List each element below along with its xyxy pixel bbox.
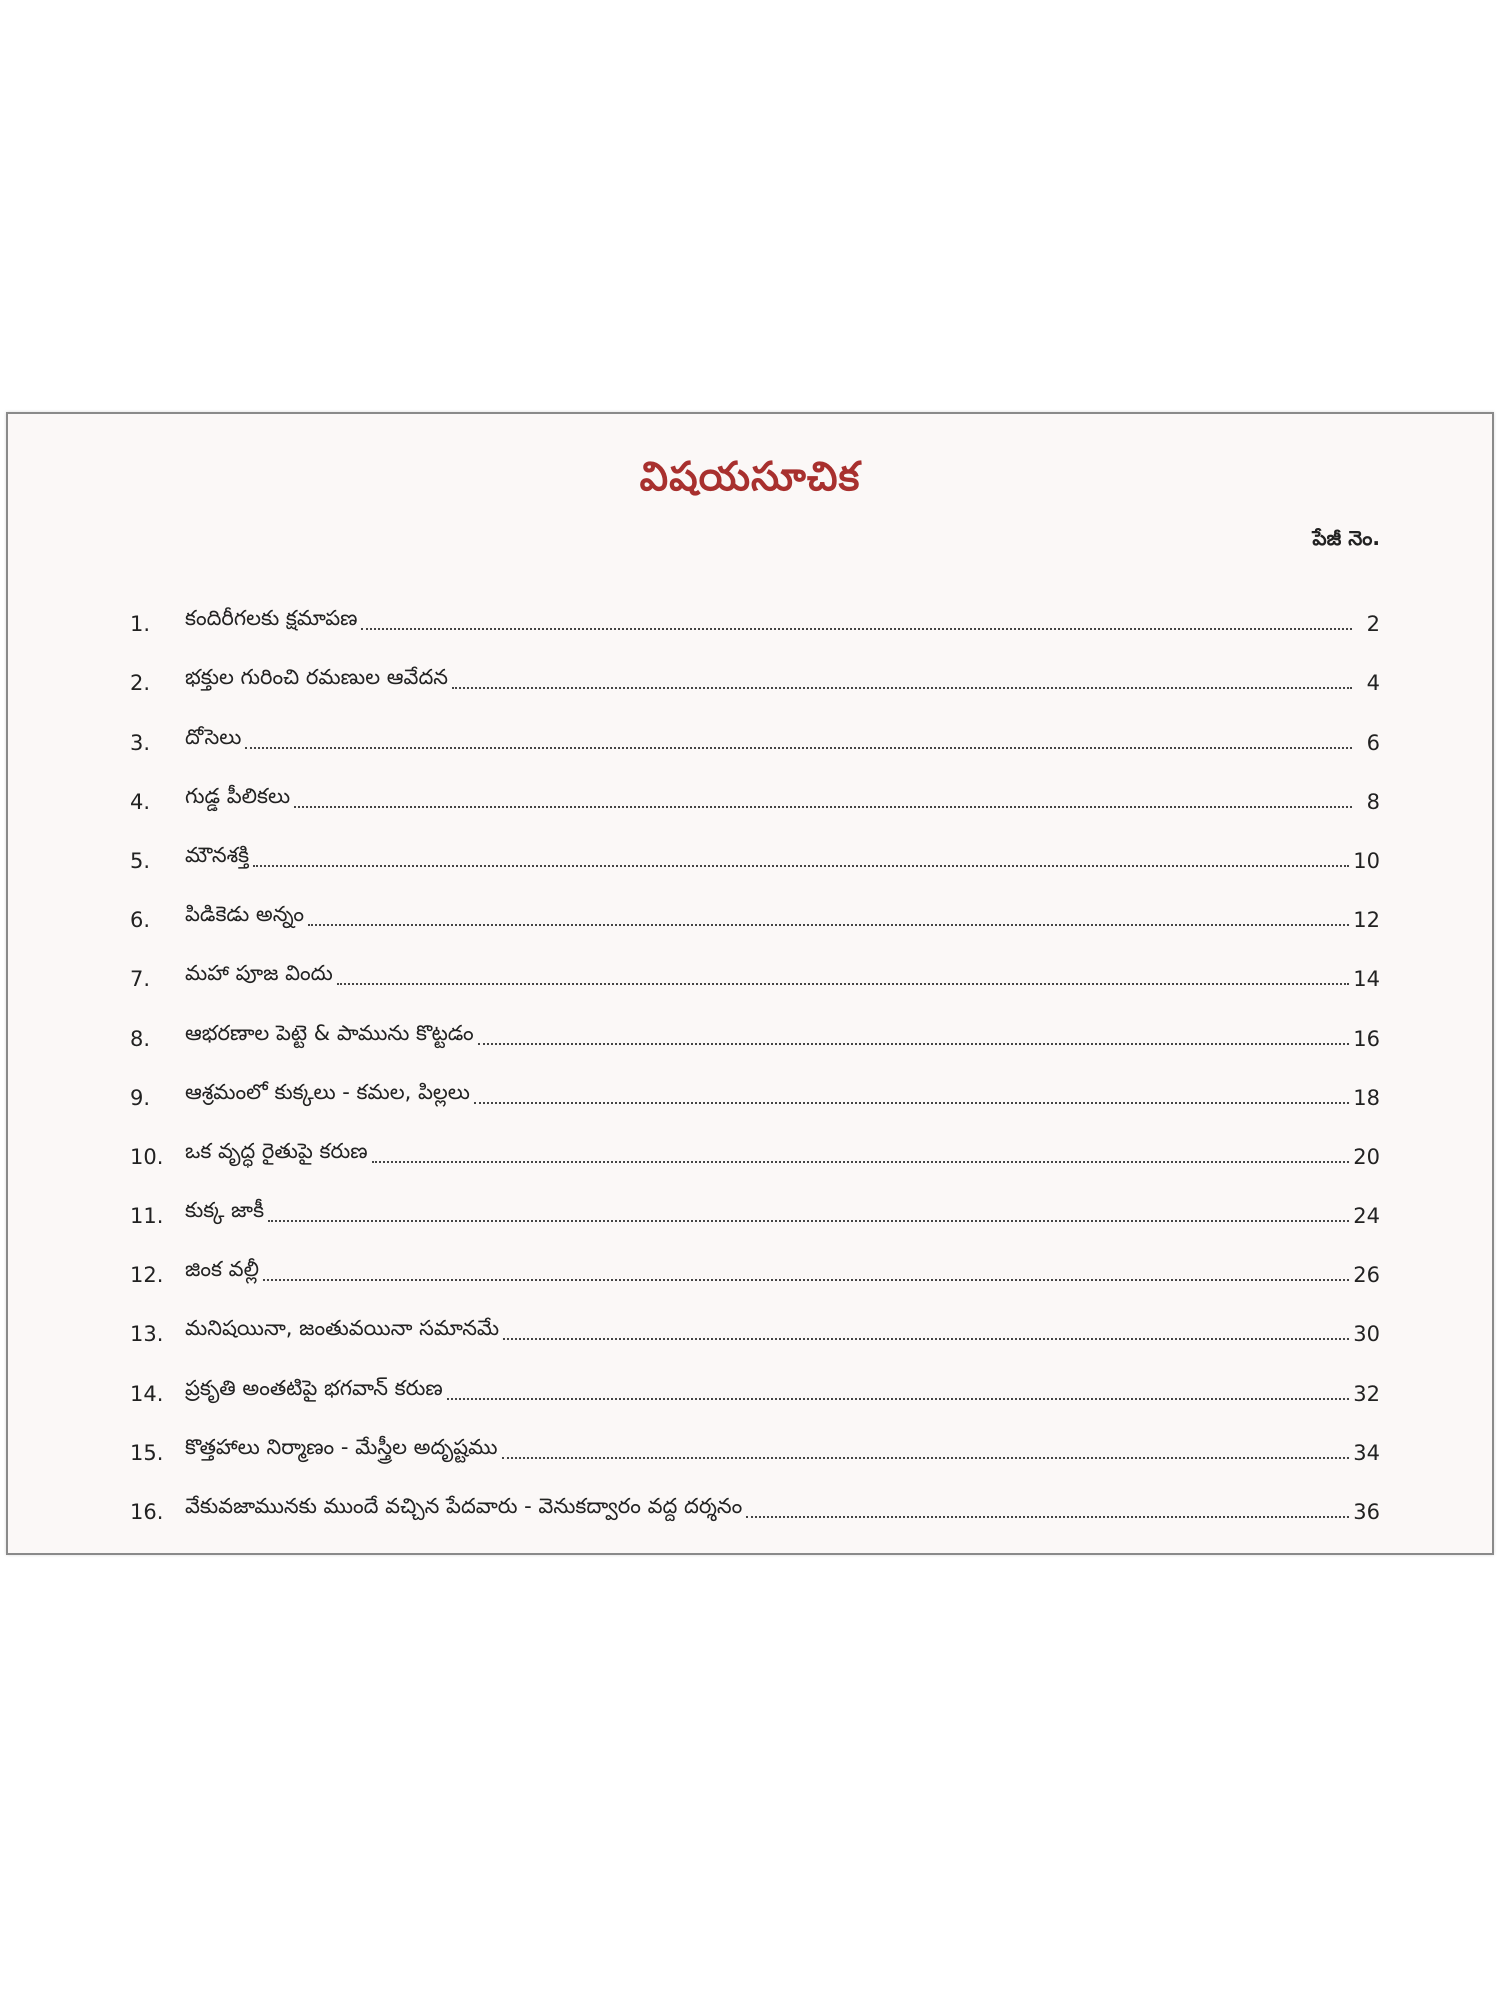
- entry-number: 7.: [130, 967, 151, 992]
- entry-page-number: 18: [1353, 1085, 1380, 1110]
- dotted-leader: [361, 627, 1352, 630]
- toc-entry: [130, 1467, 1380, 1526]
- entry-number: 10.: [130, 1144, 164, 1169]
- entry-page-number: 12: [1353, 908, 1380, 933]
- entry-title: భక్తుల గురించి రమణుల ఆవేదన: [185, 665, 449, 690]
- dotted-leader: [478, 1042, 1350, 1045]
- entry-number: 5.: [130, 848, 151, 873]
- page-title: విషయసూచిక: [639, 454, 861, 500]
- entry-number: 1.: [130, 612, 151, 637]
- entry-title: వేకువజామునకు ముందే వచ్చిన పేదవారు - వెనుకద్వారం వద్ద దర్శనం: [185, 1494, 743, 1518]
- toc-entry: [130, 1348, 1380, 1407]
- entry-page-number: 34: [1353, 1440, 1380, 1465]
- entry-title: పిడికెడు అన్నం: [185, 902, 305, 927]
- dotted-leader: [308, 923, 1349, 926]
- dotted-leader: [253, 864, 1349, 867]
- entry-number: 6.: [130, 908, 151, 933]
- dotted-leader: [502, 1456, 1350, 1459]
- entry-title: జింక వల్లీ: [185, 1257, 259, 1282]
- dotted-leader: [746, 1515, 1349, 1518]
- entry-number: 12.: [130, 1263, 164, 1288]
- toc-entry: [130, 875, 1380, 934]
- dotted-leader: [452, 686, 1352, 689]
- entry-page-number: 10: [1353, 848, 1380, 873]
- toc-entry: [130, 993, 1380, 1052]
- dotted-leader: [474, 1101, 1349, 1104]
- toc-entry: [130, 1408, 1380, 1467]
- entry-page-number: 20: [1353, 1144, 1380, 1169]
- entry-title: ఆభరణాల పెట్టె & పామును కొట్టడం: [185, 1020, 474, 1045]
- entry-number: 2.: [130, 671, 151, 696]
- page-number-header: పేజీ నెం.: [1312, 526, 1380, 550]
- entry-page-number: 32: [1353, 1381, 1380, 1406]
- toc-entry: [130, 1230, 1380, 1289]
- entry-title: కుక్క జాకీ: [185, 1198, 265, 1223]
- toc-page: [6, 412, 1494, 1555]
- toc-entry: [130, 697, 1380, 756]
- entry-number: 14.: [130, 1381, 164, 1406]
- entry-page-number: 16: [1353, 1026, 1380, 1051]
- entry-title: దోసెలు: [185, 724, 242, 749]
- toc-entry: [130, 934, 1380, 993]
- entry-title: మహా పూజ విందు: [185, 961, 333, 986]
- entry-page-number: 14: [1353, 967, 1380, 992]
- entry-number: 16.: [130, 1500, 164, 1524]
- entry-title: మనిషయినా, జంతువయినా సమానమే: [185, 1316, 500, 1341]
- entry-title: కొత్తహాలు నిర్మాణం - మేస్త్రీల అదృష్టము: [185, 1434, 498, 1459]
- toc-entry: [130, 579, 1380, 638]
- entry-title: ఒక వృద్ధ రైతుపై కరుణ: [185, 1138, 368, 1163]
- toc-entry: [130, 1053, 1380, 1112]
- dotted-leader: [372, 1160, 1350, 1163]
- toc-entry: [130, 638, 1380, 697]
- toc-entry: [130, 1171, 1380, 1230]
- entry-number: 15.: [130, 1440, 164, 1465]
- entry-number: 4.: [130, 789, 151, 814]
- entry-number: 8.: [130, 1026, 151, 1051]
- dotted-leader: [503, 1337, 1349, 1340]
- entry-page-number: 26: [1353, 1263, 1380, 1288]
- entry-title: ఆశ్రమంలో కుక్కలు - కమల, పిల్లలు: [185, 1079, 470, 1104]
- dotted-leader: [268, 1219, 1349, 1222]
- entry-page-number: 36: [1353, 1500, 1380, 1524]
- dotted-leader: [447, 1397, 1350, 1400]
- dotted-leader: [294, 805, 1352, 808]
- entry-page-number: 2: [1366, 612, 1380, 637]
- toc-entry: [130, 757, 1380, 816]
- entry-page-number: 30: [1353, 1322, 1380, 1347]
- entry-title: గుడ్డ పీలికలు: [185, 783, 291, 808]
- entry-number: 3.: [130, 730, 151, 755]
- entry-title: కందిరీగలకు క్షమాపణ: [185, 606, 358, 631]
- dotted-leader: [245, 746, 1352, 749]
- entry-number: 13.: [130, 1322, 164, 1347]
- entry-title: ప్రకృతి అంతటిపై భగవాన్ కరుణ: [185, 1375, 443, 1400]
- entry-page-number: 6: [1366, 730, 1380, 755]
- toc-entry: [130, 816, 1380, 875]
- dotted-leader: [263, 1278, 1349, 1281]
- table-of-contents: [130, 579, 1380, 1526]
- entry-page-number: 8: [1366, 789, 1380, 814]
- toc-entry: [130, 1289, 1380, 1348]
- dotted-leader: [337, 982, 1349, 985]
- entry-number: 9.: [130, 1085, 151, 1110]
- entry-page-number: 4: [1366, 671, 1380, 696]
- entry-number: 11.: [130, 1204, 164, 1229]
- toc-entry: [130, 1112, 1380, 1171]
- entry-page-number: 24: [1353, 1204, 1380, 1229]
- entry-title: మౌనశక్తి: [185, 842, 250, 867]
